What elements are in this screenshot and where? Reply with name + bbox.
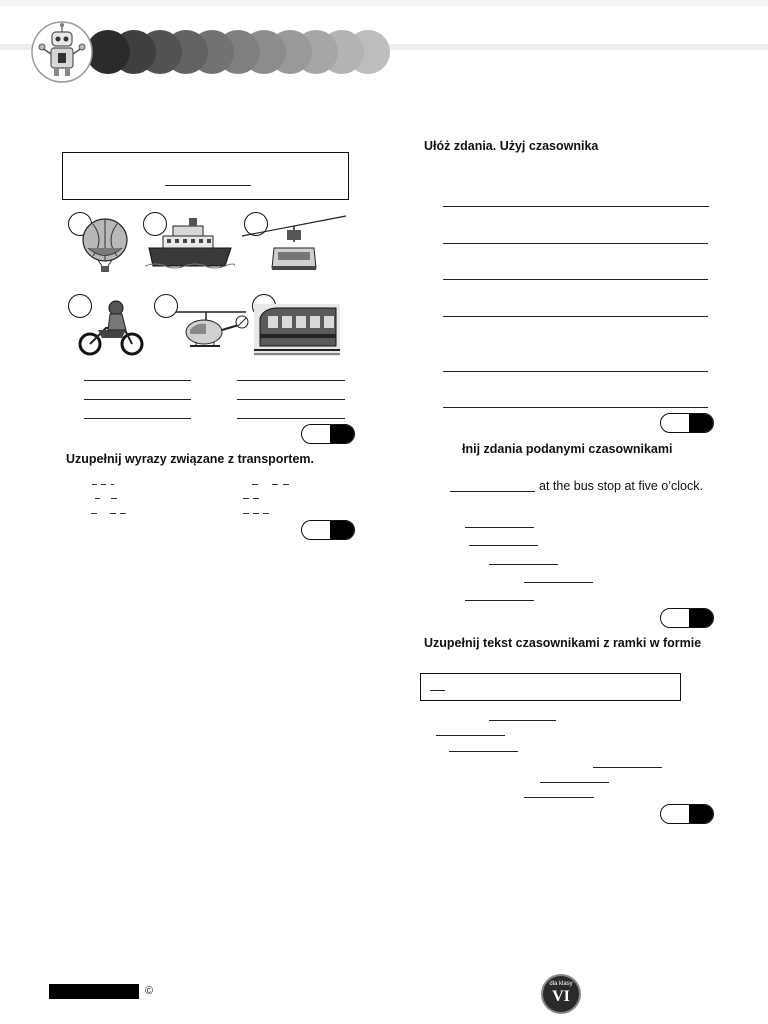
answer-blank — [524, 582, 593, 583]
answer-blank — [449, 751, 518, 752]
answer-line — [443, 206, 709, 207]
word-box-blank — [165, 185, 251, 186]
letter-dash — [111, 498, 117, 499]
score-box — [660, 608, 714, 628]
robot-icon — [30, 20, 94, 84]
answer-line — [443, 243, 708, 244]
answer-blank — [465, 527, 534, 528]
answer-blank — [450, 491, 535, 492]
answer-line — [237, 418, 345, 419]
score-box — [660, 413, 714, 433]
answer-line — [84, 418, 191, 419]
cable-car-icon — [240, 212, 348, 276]
copyright-symbol: © — [145, 985, 154, 997]
footer-black-bar — [49, 984, 139, 999]
helicopter-picture — [172, 306, 250, 356]
header-band-svg — [0, 0, 768, 90]
class-badge-caption: dla klasy — [549, 981, 573, 987]
hot-air-balloon-picture — [78, 218, 132, 274]
verb-box-blank — [430, 690, 445, 691]
score-box — [301, 520, 355, 540]
answer-blank — [489, 720, 556, 721]
letter-dash — [120, 513, 126, 514]
word-box — [62, 152, 349, 200]
letter-dash — [253, 513, 259, 514]
verb-box — [420, 673, 681, 701]
class-badge-number: VI — [552, 988, 570, 1005]
sentence-text: at the bus stop at five o’clock. — [539, 479, 703, 493]
answer-blank — [489, 564, 558, 565]
letter-dash — [283, 484, 289, 485]
robot-logo — [30, 20, 94, 84]
train-picture — [254, 304, 340, 356]
letter-dash — [91, 513, 97, 514]
letter-dash — [243, 513, 249, 514]
score-box — [660, 804, 714, 824]
helicopter-icon — [172, 306, 250, 356]
answer-line — [237, 399, 345, 400]
section-heading: Ułóż zdania. Użyj czasownika — [424, 139, 599, 153]
motorbike-icon — [78, 300, 144, 356]
header-band — [0, 0, 768, 90]
answer-blank — [436, 735, 505, 736]
letter-dash — [243, 498, 249, 499]
section-heading: Uzupełnij wyrazy związane z transportem. — [66, 452, 314, 466]
answer-line — [84, 380, 191, 381]
ferry-ship-picture — [145, 218, 235, 270]
letter-dash — [101, 484, 106, 485]
train-icon — [254, 304, 340, 356]
letter-dash — [95, 498, 100, 499]
answer-line — [443, 371, 708, 372]
answer-line — [443, 279, 708, 280]
motorbike-picture — [78, 300, 144, 356]
letter-dash — [263, 513, 269, 514]
answer-line — [237, 380, 345, 381]
answer-blank — [540, 782, 609, 783]
score-box — [301, 424, 355, 444]
answer-line — [84, 399, 191, 400]
hot-air-balloon-icon — [78, 218, 132, 274]
answer-line — [443, 407, 708, 408]
answer-blank — [593, 767, 662, 768]
answer-blank — [465, 600, 534, 601]
letter-dash — [253, 498, 259, 499]
answer-blank — [524, 797, 594, 798]
letter-dash — [111, 484, 114, 485]
section-heading: łnij zdania podanymi czasownikami — [462, 442, 673, 456]
section-heading: Uzupełnij tekst czasownikami z ramki w formie — [424, 636, 702, 650]
letter-dash — [92, 484, 97, 485]
ship-icon — [145, 218, 235, 270]
letter-dash — [252, 484, 258, 485]
answer-blank — [469, 545, 538, 546]
class-badge — [541, 974, 581, 1014]
letter-dash — [272, 484, 278, 485]
answer-line — [443, 316, 708, 317]
cable-car-picture — [240, 212, 348, 276]
letter-dash — [110, 513, 116, 514]
